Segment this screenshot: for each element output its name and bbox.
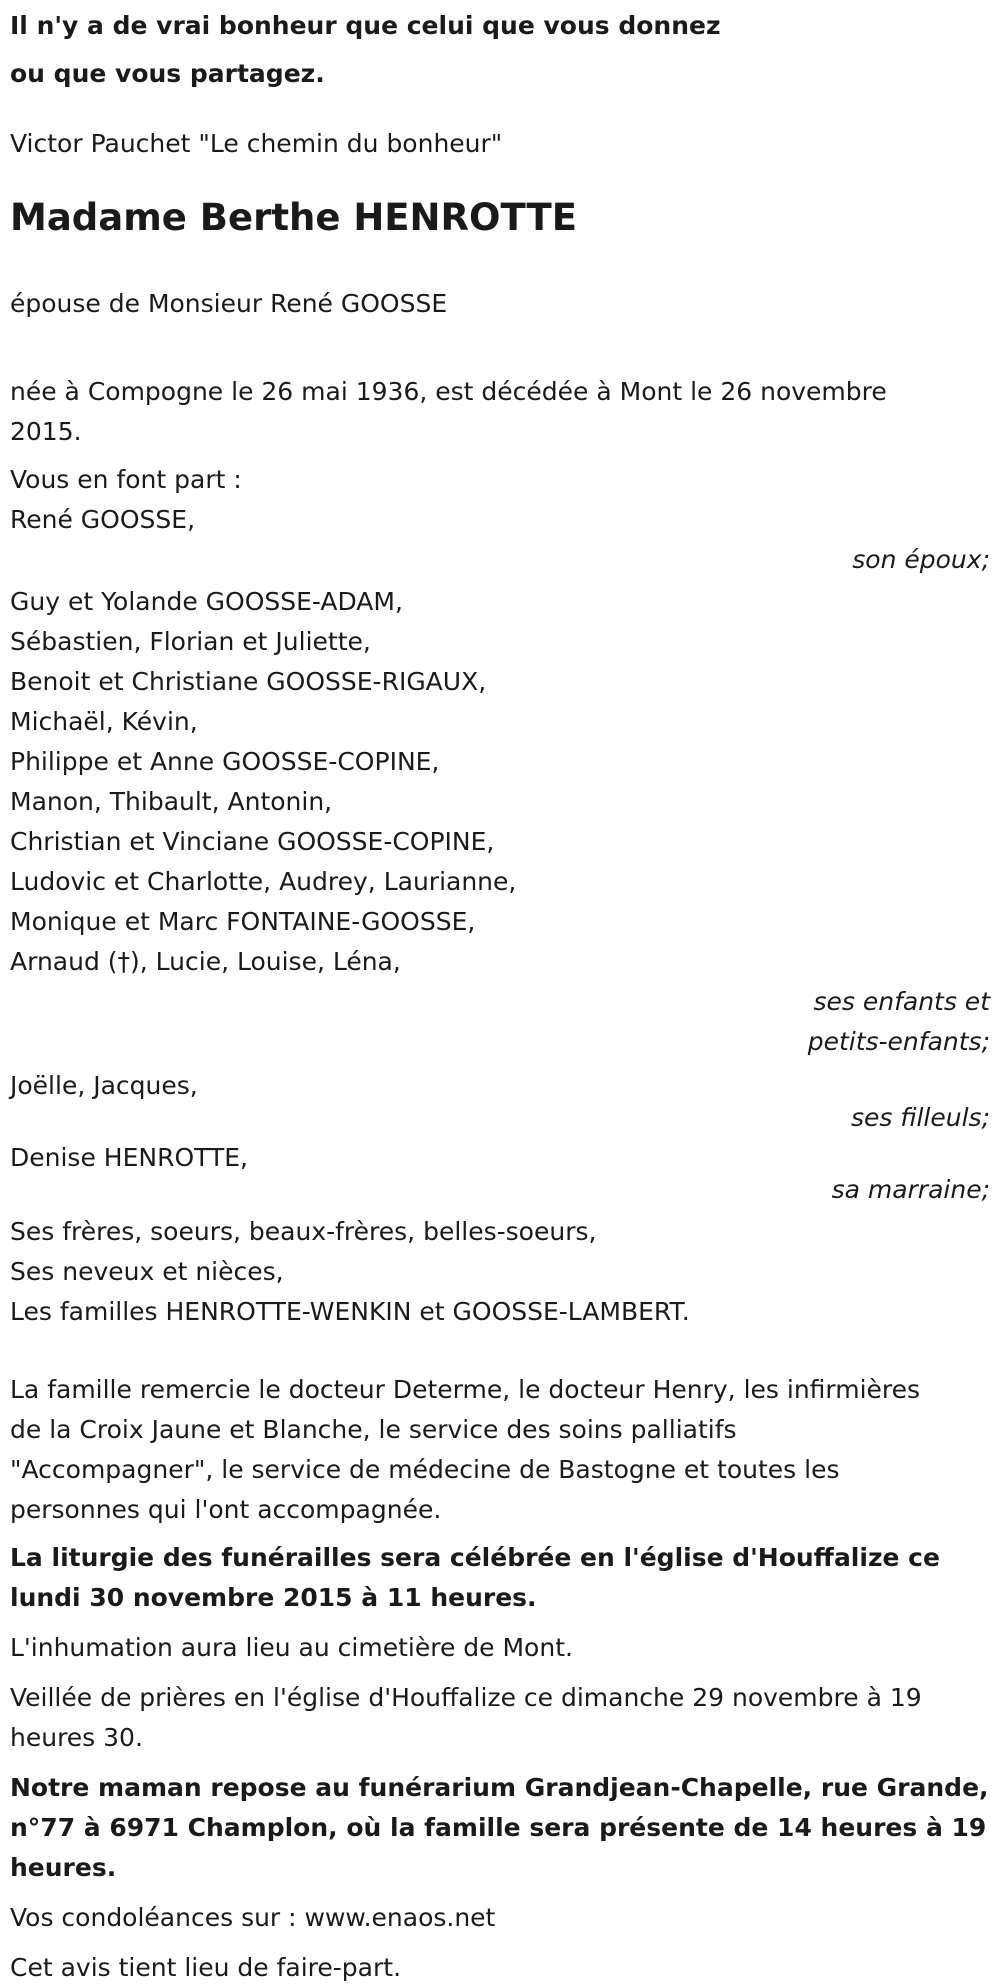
funerarium-line: Notre maman repose au funérarium Grandjean-Chapelle, rue Grande, [10,1773,989,1802]
thanks-line: "Accompagner", le service de médecine de Bastogne et toutes les [10,1455,840,1484]
children-list [10,582,990,1062]
birth-death-line-2: 2015. [10,417,82,446]
closing-line: Cet avis tient lieu de faire-part. [10,1953,402,1982]
godmother-name: Denise HENROTTE, [10,1143,248,1172]
quote-line-2: ou que vous partagez. [10,59,325,88]
other-relatives [10,1212,990,1332]
list-item: Les familles HENROTTE-WENKIN et GOOSSE-LAMBERT. [10,1297,690,1326]
funerarium-paragraph [10,1768,990,1888]
husband-role: son époux; [852,545,990,574]
thanks-line: La famille remercie le docteur Determe, le docteur Henry, les infirmières [10,1375,921,1404]
burial-line: L'inhumation aura lieu au cimetière de Mont. [10,1633,573,1662]
funerarium-line: n°77 à 6971 Champlon, où la famille sera présente de 14 heures à 19 [10,1813,987,1842]
godchildren-block [10,1066,990,1130]
condolences-line: Vos condoléances sur : www.enaos.net [10,1903,496,1932]
thanks-paragraph [10,1370,990,1530]
godmother-role: sa marraine; [831,1175,990,1204]
liturgy-line: lundi 30 novembre 2015 à 11 heures. [10,1583,537,1612]
list-item: Benoit et Christiane GOOSSE-RIGAUX, [10,667,487,696]
list-item: Michaël, Kévin, [10,707,198,736]
list-item: Christian et Vinciane GOOSSE-COPINE, [10,827,495,856]
thanks-line: personnes qui l'ont accompagnée. [10,1495,442,1524]
list-item: Arnaud (†), Lucie, Louise, Léna, [10,947,401,976]
announce-intro: Vous en font part : [10,465,242,494]
thanks-line: de la Croix Jaune et Blanche, le service des soins palliatifs [10,1415,737,1444]
liturgy-paragraph [10,1538,990,1618]
godchildren-role: ses filleuls; [850,1103,990,1132]
spouse-line: épouse de Monsieur René GOOSSE [10,289,448,318]
list-item: Ludovic et Charlotte, Audrey, Laurianne, [10,867,517,896]
liturgy-line: La liturgie des funérailles sera célébrée en l'église d'Houffalize ce [10,1543,940,1572]
announce-intro-block [10,460,990,580]
list-item: Ses neveux et nièces, [10,1257,284,1286]
list-item: Ses frères, soeurs, beaux-frères, belles-soeurs, [10,1217,597,1246]
deceased-name: Madame Berthe HENROTTE [10,196,578,239]
list-item: Monique et Marc FONTAINE-GOOSSE, [10,907,476,936]
husband-name: René GOOSSE, [10,505,196,534]
birth-death [10,372,990,452]
list-item: Guy et Yolande GOOSSE-ADAM, [10,587,403,616]
quote-author: Victor Pauchet "Le chemin du bonheur" [10,129,503,158]
birth-death-line-1: née à Compogne le 26 mai 1936, est décédée à Mont le 26 novembre [10,377,887,406]
funerarium-line: heures. [10,1853,117,1882]
godmother-block [10,1138,990,1202]
vigil-line: heures 30. [10,1723,143,1752]
vigil-paragraph [10,1678,990,1758]
list-item: Sébastien, Florian et Juliette, [10,627,371,656]
children-role-2: petits-enfants; [807,1027,990,1056]
godchildren-names: Joëlle, Jacques, [10,1071,198,1100]
quote [10,0,990,98]
vigil-line: Veillée de prières en l'église d'Houffalize ce dimanche 29 novembre à 19 [10,1683,922,1712]
children-role-1: ses enfants et [813,987,990,1016]
list-item: Philippe et Anne GOOSSE-COPINE, [10,747,440,776]
list-item: Manon, Thibault, Antonin, [10,787,333,816]
quote-line-1: Il n'y a de vrai bonheur que celui que vous donnez [10,11,721,40]
